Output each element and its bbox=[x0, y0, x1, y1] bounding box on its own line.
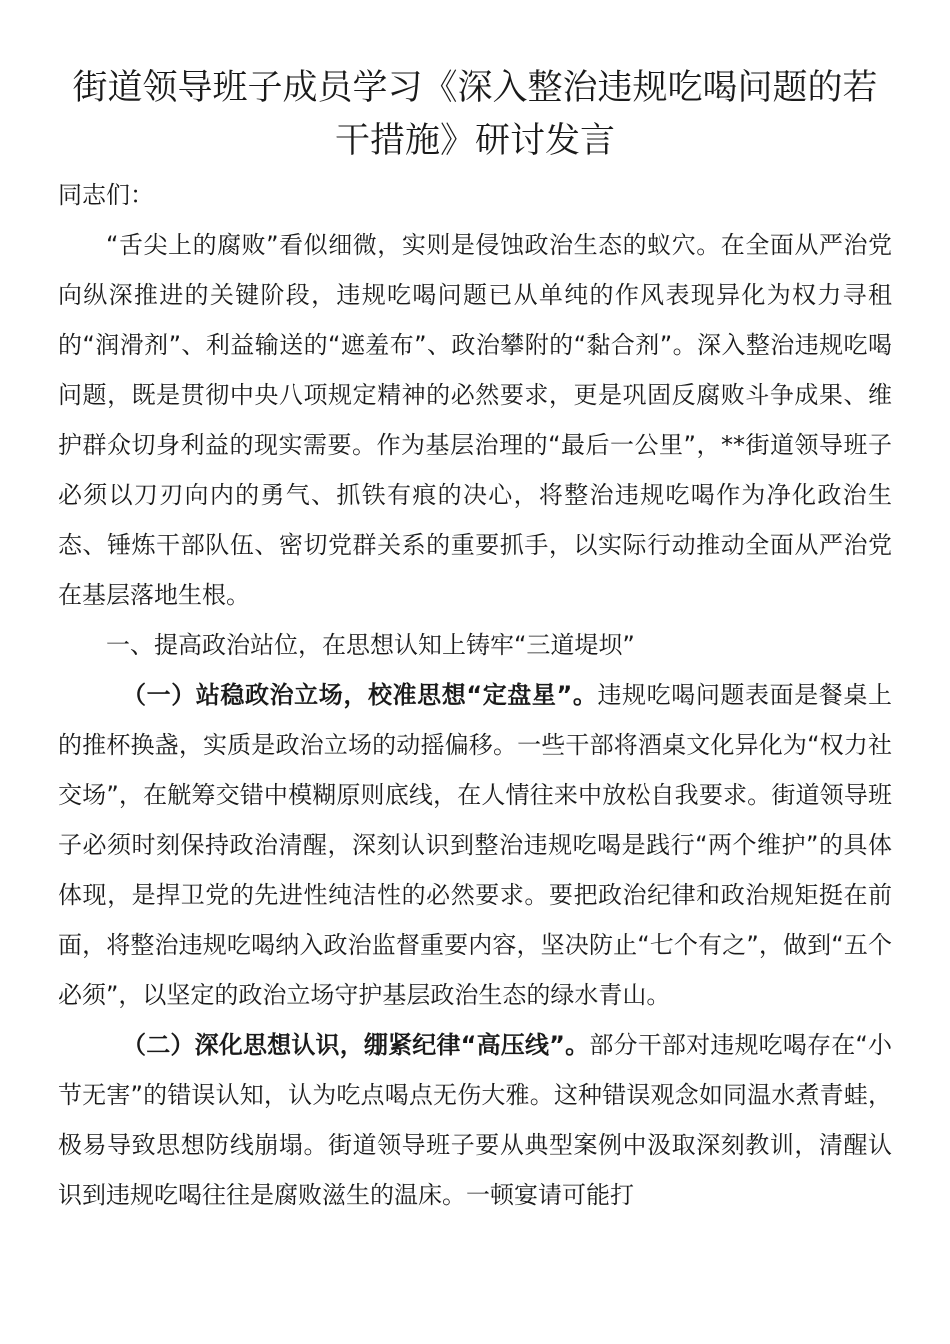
intro-paragraph: “舌尖上的腐败”看似细微，实则是侵蚀政治生态的蚁穴。在全面从严治党向纵深推进的关键阶段，违规吃喝问题已从单纯的作风表现异化为权力寻租的“润滑剂”、利益输送的“遮羞布”、政治攀附的“黏合剂”。深入整治违规吃喝问题，既是贯彻中央八项规定精神的必然要求，更是巩固反腐败斗争成果、维护群众切身利益的现实需要。作为基层治理的“最后一公里”，**街道领导班子必须以刀刃向内的勇气、抓铁有痕的决心，将整治违规吃喝作为净化政治生态、锤炼干部队伍、密切党群关系的重要抓手，以实际行动推动全面从严治党在基层落地生根。 bbox=[58, 231, 892, 609]
salutation: 同志们： bbox=[58, 181, 154, 209]
subsection-1-body: 违规吃喝问题表面是餐桌上的推杯换盏，实质是政治立场的动摇偏移。一些干部将酒桌文化异化为“权力社交场”，在觥筹交错中模糊原则底线，在人情往来中放松自我要求。街道领导班子必须时刻保持政治清醒，深刻认识到整治违规吃喝是践行“两个维护”的具体体现，是捍卫党的先进性纯洁性的必然要求。要把政治纪律和政治规矩挺在前面，将整治违规吃喝纳入政治监督重要内容，坚决防止“七个有之”，做到“五个必须”，以坚定的政治立场守护基层政治生态的绿水青山。 bbox=[58, 681, 893, 1009]
subsection-2-body: 部分干部对违规吃喝存在“小节无害”的错误认知，认为吃点喝点无伤大雅。这种错误观念如同温水煮青蛙，极易导致思想防线崩塌。街道领导班子要从典型案例中汲取深刻教训，清醒认识到违规吃喝往往是腐败滋生的温床。一顿宴请可能打 bbox=[58, 1031, 893, 1209]
document-title: 街道领导班子成员学习《深入整治违规吃喝问题的若干措施》研讨发言 bbox=[72, 68, 878, 161]
section-1-heading: 一、提高政治站位，在思想认知上铸牢“三道堤坝” bbox=[106, 631, 635, 659]
subsection-1-paragraph bbox=[58, 670, 892, 1020]
subsection-1-heading: （一）站稳政治立场，校准思想“定盘星”。 bbox=[122, 681, 598, 709]
subsection-2-paragraph bbox=[58, 1020, 892, 1220]
subsection-2-heading: （二）深化思想认识，绷紧纪律“高压线”。 bbox=[122, 1031, 590, 1059]
document-page bbox=[58, 62, 892, 1220]
